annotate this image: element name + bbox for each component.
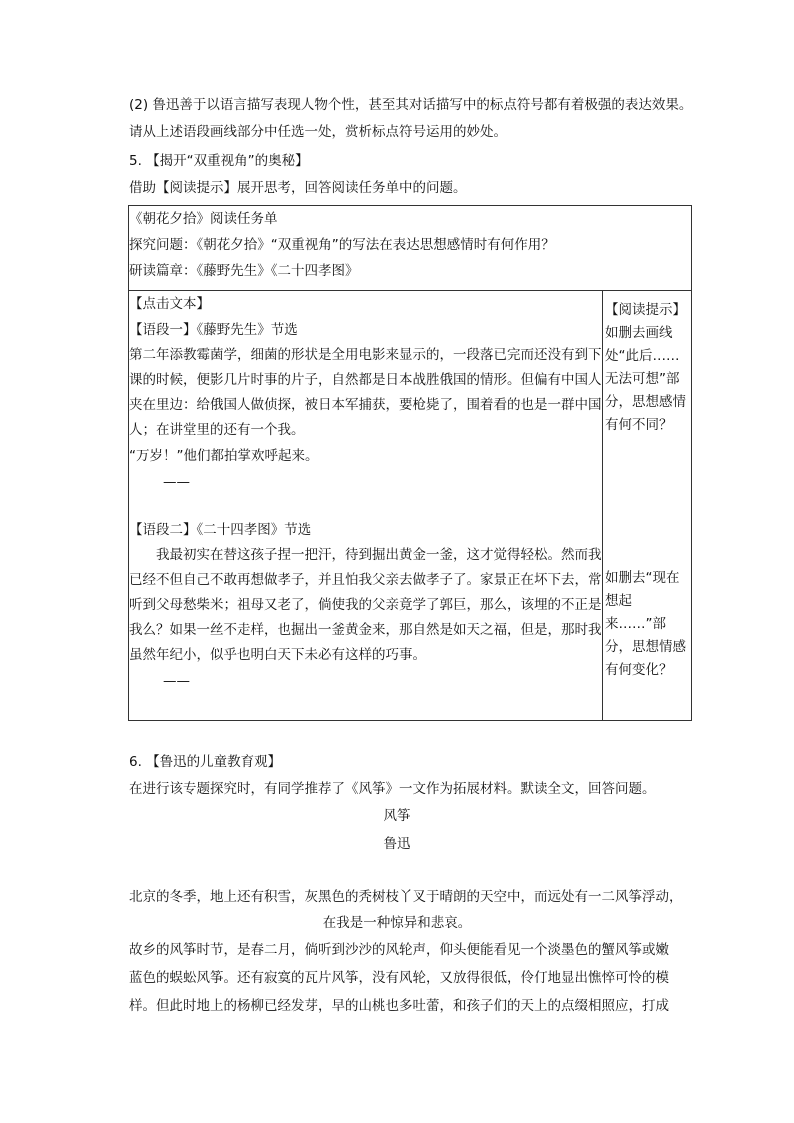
question-5-instruction: 借助【阅读提示】展开思考，回答阅读任务单中的问题。 [129, 180, 467, 196]
segment-1-quote: “万岁！”他们都拍掌欢呼起来。 [129, 448, 319, 464]
segment-2-dash: —— [163, 673, 190, 689]
hint-title: 【阅读提示】 [605, 302, 686, 318]
essay-author: 鲁迅 [383, 836, 411, 852]
segment-1-dash: —— [163, 474, 190, 490]
segment-2-title: 【语段二】《二十四孝图》节选 [129, 522, 312, 538]
task-header-cell [129, 206, 692, 291]
task-readings: 研读篇章：《藤野先生》《二十四孝图》 [129, 263, 359, 279]
question-6-heading: 6. 【鲁迅的儿童教育观】 [129, 754, 282, 770]
essay-title: 风筝 [383, 808, 411, 824]
question-5-heading: 5. 【揭开“双重视角”的奥秘】 [129, 153, 309, 169]
hint-cell [603, 291, 692, 721]
hint-1: 如删去画线处“此后……无法可想”部分，思想感情有何不同？ [605, 325, 686, 433]
question-2-line-2: 请从上述语段画线部分中任选一处，赏析标点符号运用的妙处。 [129, 124, 507, 140]
click-text-label: 【点击文本】 [129, 296, 210, 312]
task-title: 《朝花夕拾》阅读任务单 [129, 211, 278, 227]
essay-p2-line-1: 故乡的风筝时节，是春二月，倘听到沙沙的风轮声，仰头便能看见一个淡墨色的蟹风筝或嫩 [129, 942, 669, 958]
hint-2: 如删去“现在想起来……”部分，思想情感有何变化？ [605, 570, 686, 678]
text-cell [129, 291, 603, 721]
segment-1-paragraph: 第二年添教霉菌学，细菌的形状是全用电影来显示的，一段落已完而还没有到下课的时候，便影几片时事的片子，自然都是日本战胜俄国的情形。但偏有中国人夹在里边：给俄国人做侦探，被日本军捕获，要枪毙了，围着看的也是一群中国人；在讲堂里的还有一个我。 [129, 347, 602, 438]
essay-p2-line-3: 样。但此时地上的杨柳已经发芽，早的山桃也多吐蕾，和孩子们的天上的点缀相照应，打成 [129, 998, 669, 1014]
question-2-line-1: (2) 鲁迅善于以语言描写表现人物个性，甚至其对话描写中的标点符号都有着极强的表达效果。 [129, 97, 693, 113]
essay-p1-line-2: 在我是一种惊异和悲哀。 [322, 915, 472, 931]
essay-p2-line-2: 蓝色的蜈蚣风筝。还有寂寞的瓦片风筝，没有风轮，又放得很低，伶仃地显出憔悴可怜的模 [129, 970, 669, 986]
reading-task-table [128, 205, 692, 721]
segment-2-paragraph: 我最初实在替这孩子捏一把汗，待到掘出黄金一釜，这才觉得轻松。然而我已经不但自己不敢再想做孝子，并且怕我父亲去做孝子了。家景正在坏下去，常听到父母愁柴米；祖母又老了，倘使我的父亲竟学了郭巨，那么，该埋的不正是我么？如果一丝不走样，也掘出一釜黄金来，那自然是如天之福，但是，那时我虽然年纪小，似乎也明白天下未必有这样的巧事。 [129, 547, 602, 663]
essay-p1-line-1: 北京的冬季，地上还有积雪，灰黑色的秃树枝丫叉于晴朗的天空中，而远处有一二风筝浮动， [129, 889, 683, 905]
task-question: 探究问题：《朝花夕拾》“双重视角”的写法在表达思想感情时有何作用？ [129, 237, 555, 253]
segment-1-title: 【语段一】《藤野先生》节选 [129, 322, 298, 338]
question-6-instruction: 在进行该专题探究时，有同学推荐了《风筝》一文作为拓展材料。默读全文，回答问题。 [129, 781, 656, 797]
